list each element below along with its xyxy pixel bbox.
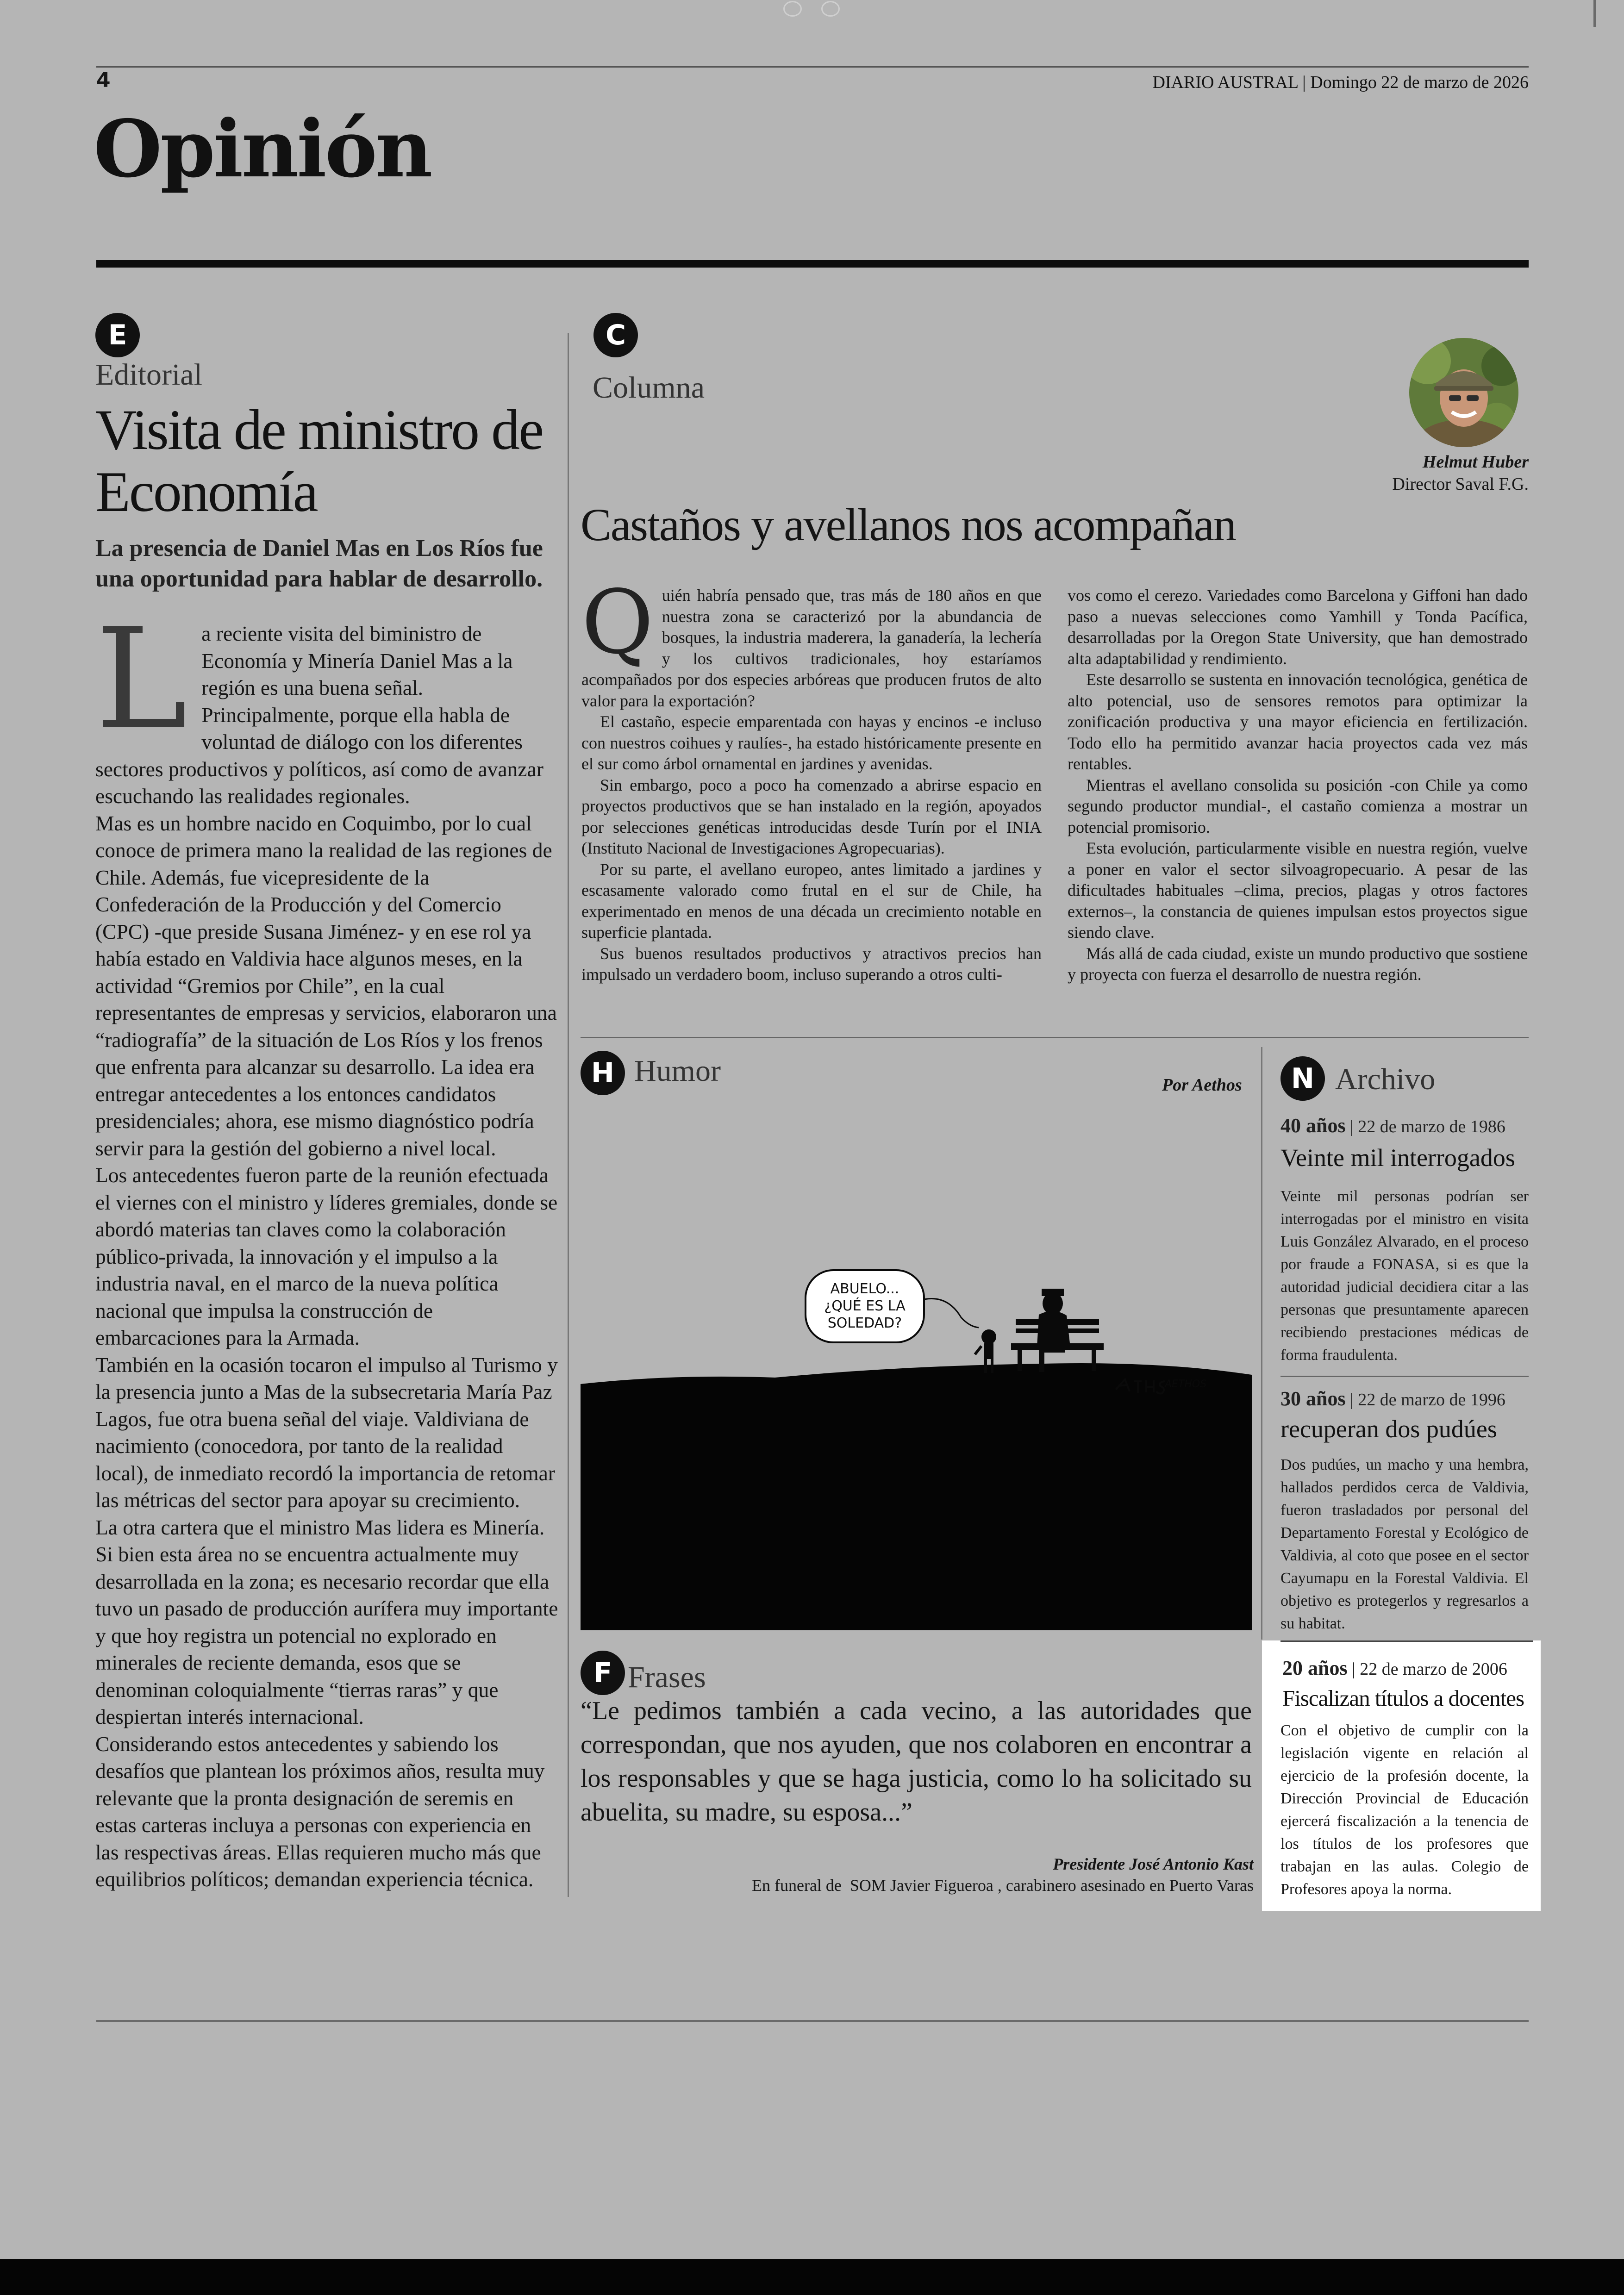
frases-quote: “Le pedimos también a cada vecino, a las autoridades que correspondan, que nos ayuden, que nos colaboren en encontrar a los responsables y que se haga justicia, como lo ha solicitado su abuelita, su madre, su esposa...” — [581, 1696, 1252, 1827]
header-bottom-rule — [96, 260, 1529, 268]
editorial-paragraph: Mas es un hombre nacido en Coquimbo, por lo cual conoce de primera mano la realidad de las regiones de Chile. Además, fue vicepresidente de la Confederación de la Producción y del Comercio (CPC) -que preside Susana Jiménez- y en ese rol ya había estado en Valdivia hace algunos meses, en la actividad “Gremios por Chile”, en la cual representantes de empresas y servicios, elaboraron una “radiografía” de la situación de Los Ríos y los frenos que enfrenta para alcanzar su desarrollo. La idea era entregar antecedentes a los entonces candidatos presidenciales; ahora, ese mismo diagnóstico podría servir para la gestión del gobierno a nivel local. — [95, 811, 557, 1160]
column-right-text — [1068, 585, 1528, 985]
editorial-paragraph: Considerando estos antecedentes y sabiendo los desafíos que plantean los próximos años, resulta muy relevante que la pronta designación de seremis en estas carteras incluya a personas con experiencia en las respectivas áreas. Ellas requieren mucho más que equilibrios políticos; demandan experiencia técnica. — [95, 1732, 545, 1891]
editorial-headline: Visita de ministro de Economía — [95, 398, 543, 524]
archive-divider — [1261, 1047, 1262, 1640]
column-paragraph: Esta evolución, particularmente visible en nuestra región, vuelve a poner en valor el sector silvoagropecuario. A pesar de las dificultades habituales –clima, precios, plagas y otros factores externos–, la constancia de quienes impulsan estos proyectos sigue siendo clave. — [1068, 839, 1528, 942]
editorial-paragraph: a reciente visita del biministro de Economía y Minería Daniel Mas a la región es una buena señal. Principalmente, porque ella habla de voluntad de diálogo con los diferentes sectores productivos y políticos, así como de avanzar escuchando las realidades regionales. — [95, 622, 543, 808]
archive-item-title: Veinte mil interrogados — [1280, 1144, 1515, 1172]
archive-separator: | — [1350, 1390, 1358, 1409]
archive-separator: | — [1350, 1117, 1358, 1136]
editorial-paragraph: Los antecedentes fueron parte de la reunión efectuada el viernes con el ministro y líderes gremiales, donde se abordó materias tan claves como la colaboración público-privada, la innovación y el impulso a la industria naval, en el marco de la nueva política nacional que impulsa la construcción de embarcaciones para la Armada. — [95, 1163, 558, 1349]
column-paragraph: Mientras el avellano consolida su posición -con Chile ya como segundo productor mundial-, el castaño comienza a mostrar un potencial promisorio. — [1068, 775, 1528, 836]
grandfather-figure-icon — [1037, 1289, 1070, 1372]
archive-item-text: Veinte mil personas podrían ser interrogadas por el ministro en visita Luis González Alvarado, en el proceso por fraude a FONASA, si es que la autoridad judicial decidiera citar a las personas que presuntamente aparecen recibiendo prestaciones médicas de forma fraudulenta. — [1280, 1188, 1529, 1364]
speech-bubble-text — [806, 1280, 924, 1332]
archive-separator: | — [1352, 1659, 1360, 1679]
speech-line: SOLEDAD? — [827, 1315, 902, 1331]
humor-label: Humor — [634, 1054, 721, 1088]
footer-bar — [0, 2259, 1624, 2295]
cartoon-signature: AETHOS — [1165, 1378, 1207, 1390]
archive-highlight-box — [1262, 1640, 1541, 1911]
column-headline: Castaños y avellanos nos acompañan — [581, 499, 1236, 550]
column-left-text — [581, 571, 1042, 985]
archive-item-date — [1280, 1114, 1505, 1137]
archive-separator-rule — [1280, 1376, 1529, 1377]
column-paragraph: Sus buenos resultados productivos y atractivos precios han impulsado un verdadero boom, incluso superando a otros culti- — [581, 944, 1042, 984]
author-portrait-image — [1409, 338, 1518, 447]
scroll-left-icon[interactable] — [783, 1, 802, 17]
humor-badge: H — [581, 1051, 625, 1095]
speech-tail — [918, 1299, 979, 1328]
archivo-badge: N — [1280, 1056, 1325, 1101]
archive-item-title: Fiscalizan títulos a docentes — [1282, 1685, 1524, 1711]
archive-item-text: Con el objetivo de cumplir con la legislación vigente en relación al ejercicio de la profesión docente, la Dirección Provincial de Educación ejercerá fiscalización a la tenencia de los títulos de los profesores que trabajan en las aulas. Colegio de Profesores apoya la norma. — [1280, 1722, 1529, 1898]
archive-item-date — [1280, 1387, 1505, 1410]
humor-cartoon — [581, 1102, 1252, 1630]
page-number: 4 — [96, 69, 111, 92]
archivo-label: Archivo — [1335, 1062, 1436, 1096]
column-paragraph: Sin embargo, poco a poco ha comenzado a abrirse espacio en proyectos productivos que se han instalado en la región, apoyados por selecciones genéticas introducidas desde Turín por el INIA (Instituto Nacional de Investigaciones Agropecuarias). — [581, 775, 1042, 857]
publication-date: Domingo 22 de marzo de 2026 — [1310, 73, 1529, 92]
editorial-label: Editorial — [95, 358, 202, 392]
cartoon-drawing — [581, 1102, 1252, 1630]
column-badge: C — [593, 313, 638, 357]
frases-badge: F — [581, 1651, 625, 1695]
column-paragraph: El castaño, especie emparentada con hayas y encinos -e incluso con nuestros coihues y raulíes-, ha estado históricamente presente en el sur como árbol ornamental en jardines y avenidas. — [581, 712, 1042, 773]
editorial-body — [95, 599, 558, 1893]
column-label: Columna — [593, 371, 705, 405]
author-name: Helmut Huber — [1422, 452, 1529, 472]
author-photo — [1409, 338, 1518, 447]
column-paragraph: Este desarrollo se sustenta en innovación tecnológica, genética de alto potencial, uso de sensores remotos para optimizar la zonificación productiva y una mayor eficiencia en fertilización. Todo ello ha permitido avanzar hacia proyectos cada vez más rentables. — [1068, 670, 1528, 773]
column-paragraph: Por su parte, el avellano europeo, antes limitado a jardines y escasamente valorado como frutal en el sur de Chile, ha experimentado en menos de una década un crecimiento notable en superficie plantada. — [581, 860, 1042, 942]
column-paragraph: uién habría pensado que, tras más de 180 años en que nuestra zona se caracterizó por la abundancia de bosques, la industria maderera, la ganadería, la lechería y los cultivos tradicionales, hoy estaríamos acompañados por dos especies arbóreas que producen frutos de alto valor para la exportación? — [581, 586, 1042, 710]
author-role: Director Saval F.G. — [1392, 474, 1529, 494]
frases-label: Frases — [628, 1660, 706, 1694]
cartoon-ground — [581, 1384, 1252, 1630]
archive-years: 30 años — [1280, 1387, 1346, 1410]
column-paragraph: vos como el cerezo. Variedades como Barcelona y Giffoni han dado paso a nuevas selecciones como Yamhill y Tonda Pacífica, desarrolladas por la Oregon State University, que han demostrado alta adaptabilidad y rendimiento. — [1068, 586, 1528, 668]
editorial-paragraph: También en la ocasión tocaron el impulso al Turismo y la presencia junto a Mas de la subsecretaria María Paz Lagos, fue otra buena señal del viaje. Valdiviana de nacimiento (conocedora, por tanto de la realidad local), de inmediato recordó la importancia de retomar las métricas del sector para apoyar su crecimiento. — [95, 1353, 558, 1512]
humor-credit: Por Aethos — [1162, 1075, 1242, 1095]
archive-item-date — [1282, 1656, 1507, 1680]
speech-line: ¿QUÉ ES LA — [824, 1298, 906, 1314]
header-top-rule — [96, 66, 1529, 68]
column-paragraph: Más allá de cada ciudad, existe un mundo productivo que sostiene y proyecta con fuerza el desarrollo de nuestra región. — [1068, 944, 1528, 984]
archive-item-text: Dos pudúes, un macho y una hembra, hallados perdidos cerca de Valdivia, fueron trasladados por personal del Departamento Forestal y Ecológico de Valdivia, al coto que posee en el sector Cayumapu en la Forestal Valdivia. El objetivo es protegerlos y regresarlos a su habitat. — [1280, 1456, 1529, 1632]
publication-dateline — [1152, 72, 1529, 93]
section-title: Opinión — [94, 103, 431, 195]
frases-context: En funeral de SOM Javier Figueroa , carabinero asesinado en Puerto Varas — [752, 1876, 1254, 1895]
archive-date: 22 de marzo de 1986 — [1358, 1117, 1505, 1136]
dateline-separator: | — [1302, 73, 1311, 92]
window-edge-mark — [1593, 0, 1596, 27]
footer-rule — [96, 2020, 1529, 2022]
scroll-right-icon[interactable] — [821, 1, 840, 17]
editorial-badge: E — [95, 313, 140, 357]
archive-years: 20 años — [1282, 1657, 1348, 1679]
speech-line: ABUELO... — [830, 1281, 899, 1297]
archive-years: 40 años — [1280, 1114, 1346, 1137]
column-bottom-rule — [581, 1037, 1529, 1038]
highlight-top-rule — [1280, 1640, 1533, 1642]
column-divider — [568, 333, 569, 1897]
column-dropcap: Q — [581, 571, 654, 674]
editorial-lede: La presencia de Daniel Mas en Los Ríos fue una oportunidad para hablar de desarrollo. — [95, 535, 543, 592]
publication-name: DIARIO AUSTRAL — [1152, 73, 1298, 92]
archive-item-title: recuperan dos pudúes — [1280, 1415, 1497, 1443]
editorial-dropcap: L — [95, 599, 188, 760]
editorial-paragraph: La otra cartera que el ministro Mas lidera es Minería. Si bien esta área no se encuentra actualmente muy desarrollada en la zona; es necesario recordar que ella tuvo un pasado de producción aurífera muy importante y que hoy registra un potencial no explorado en minerales de reciente demanda, esos que se denominan coloquialmente “tierras raras” y que despiertan interés internacional. — [95, 1515, 558, 1728]
frases-attribution: Presidente José Antonio Kast — [1053, 1855, 1254, 1873]
archive-date: 22 de marzo de 1996 — [1358, 1390, 1505, 1409]
archive-date: 22 de marzo de 2006 — [1360, 1659, 1507, 1679]
